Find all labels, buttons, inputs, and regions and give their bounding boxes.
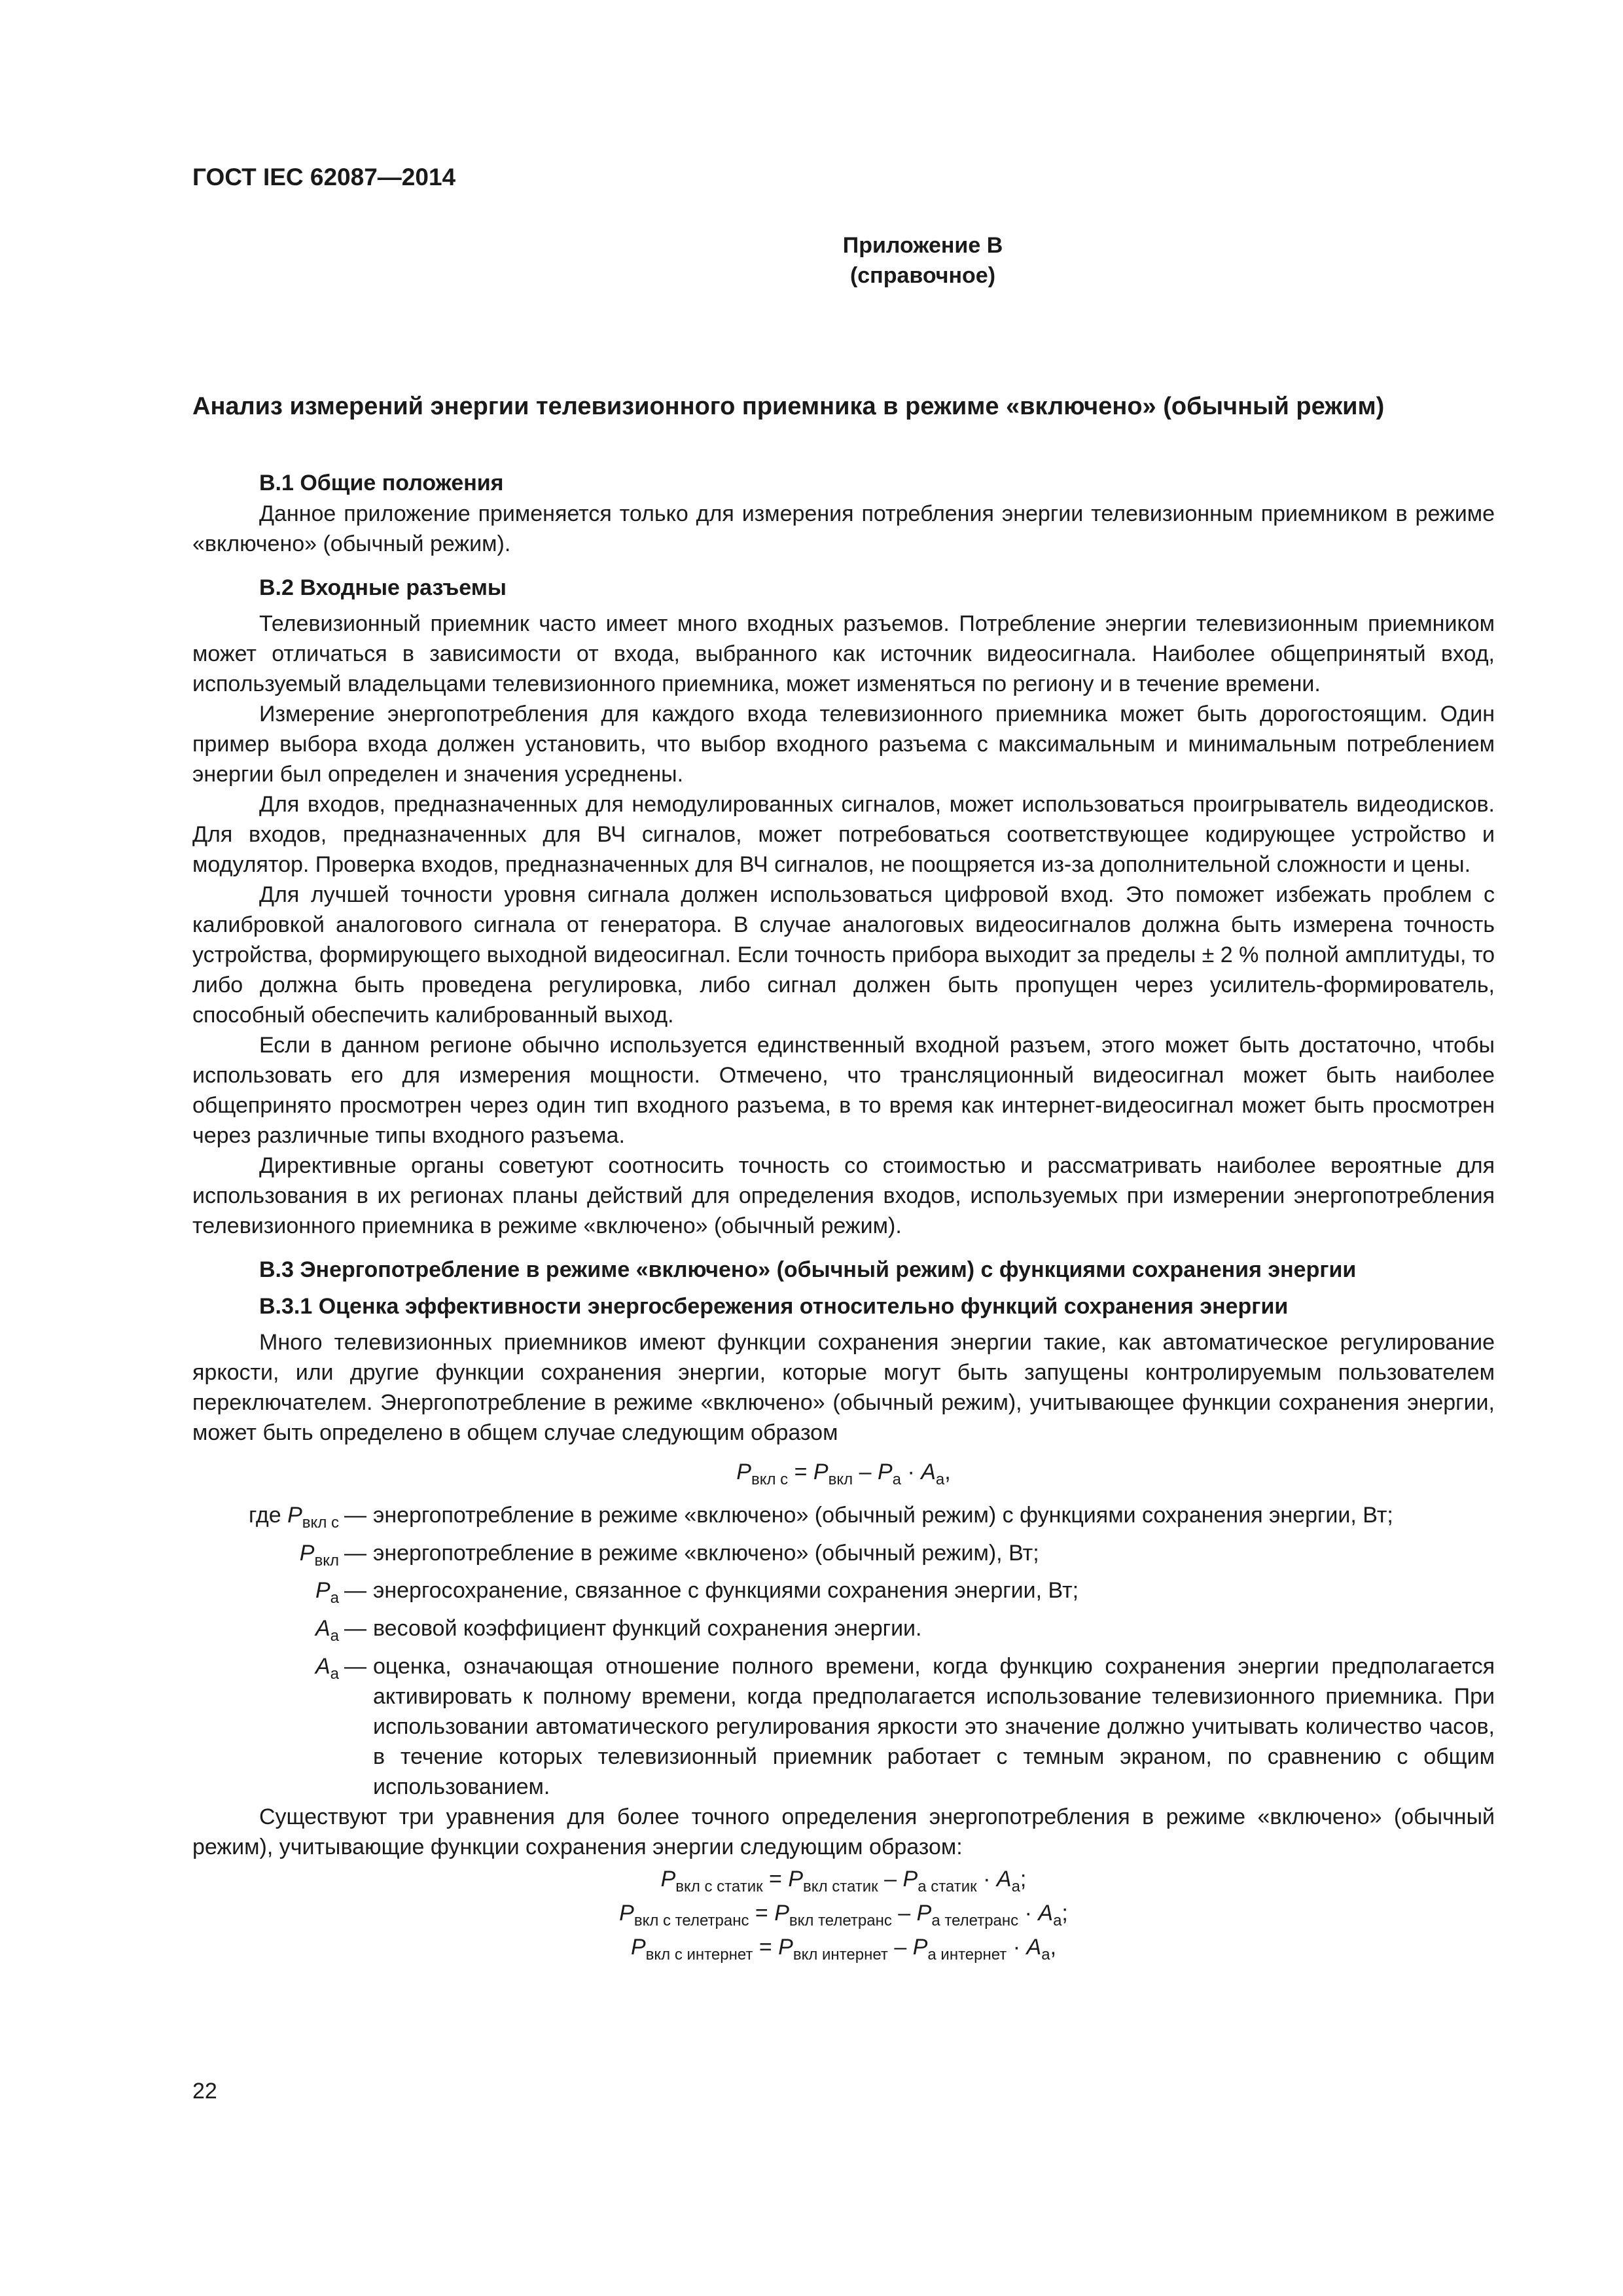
paragraph: Для входов, предназначенных для немодулированных сигналов, может использоваться проигрыватель видеодисков. Для входов, предназначенных для ВЧ сигналов, может потребоваться соответствующее кодирующее устройство и модулятор. Проверка входов, предназначенных для ВЧ сигналов, не поощряется из-за дополнительной сложности и цены. <box>192 792 1495 877</box>
formula-set <box>192 1866 1495 1967</box>
annex-heading <box>0 230 1623 291</box>
paragraph: Много телевизионных приемников имеют функции сохранения энергии такие, как автоматическое регулирование яркости, или другие функции сохранения энергии, которые могут быть запущены контролируемым пользователем переключателем. Энергопотребление в режиме «включено» (обычный режим), учитывающее функции сохранения энергии, может быть определено в общем случае следующим образом <box>192 1330 1495 1445</box>
section-heading-b3: В.3 Энергопотребление в режиме «включено» (обычный режим) с функциями сохранения энергии <box>259 1257 1357 1282</box>
definition-item: $A_а$ — весовой коэффициент функций сохранения энергии. <box>315 1616 922 1645</box>
definition-item: где $P_{вкл с}$ — энергопотребление в режиме «включено» (обычный режим) с функциями сохранения энергии, Вт; <box>249 1502 1393 1532</box>
formula-internet: $P_{вкл с интернет} = P_{вкл интернет} - P_{а интернет} \cdot A_а$, <box>630 1934 1057 1964</box>
paragraph: Для лучшей точности уровня сигнала должен использоваться цифровой вход. Это поможет избежать проблем с калибровкой аналогового сигнала от генератора. В случае аналоговых видеосигналов должна быть измерена точность устройства, формирующего выходной видеосигнал. Если точность прибора выходит за пределы ± 2 % полной амплитуды, то либо должна быть проведена регулировка, либо сигнал должен быть пропущен через усилитель-формирователь, способный обеспечить калиброванный выход. <box>192 882 1495 1028</box>
document-body <box>192 467 1495 1967</box>
formula-static: $P_{вкл с статик} = P_{вкл статик} - P_{а статик} \cdot A_а$; <box>660 1866 1027 1895</box>
section-heading-b31: В.3.1 Оценка эффективности энергосбережения относительно функций сохранения энергии <box>259 1294 1289 1319</box>
paragraph: Телевизионный приемник часто имеет много входных разъемов. Потребление энергии телевизионным приемником может отличаться в зависимости от входа, выбранного как источник видеосигнала. Наиболее общепринятый вход, используемый владельцами телевизионного приемника, может изменяться по региону и в течение времени. <box>192 611 1495 696</box>
annex-kind: (справочное) <box>849 263 996 288</box>
definition-item: $P_{вкл}$ — энергопотребление в режиме «включено» (обычный режим), Вт; <box>299 1540 1039 1570</box>
section-heading-b1: В.1 Общие положения <box>259 471 504 495</box>
paragraph: Директивные органы советуют соотносить точность со стоимостью и рассматривать наиболее вероятные для использования в их регионах планы действий для определения входов, используемых при измерении энергопотребления телевизионного приемника в режиме «включено» (обычный режим). <box>192 1153 1495 1238</box>
section-heading-b2: В.2 Входные разъемы <box>259 575 507 600</box>
definition-item: $A_а$ — оценка, означающая отношение полного времени, когда функцию сохранения энергии предполагается активировать к полному времени, когда предполагается использование телевизионного приемника. При использовании автоматического регулирования яркости это значение должно учитывать количество часов, в течение которых телевизионный приемник работает с темным экраном, по сравнению с общим использованием. <box>315 1653 1495 1799</box>
formula-main: $P_{вкл с} = P_{вкл} - P_а \cdot A_а$, <box>736 1460 951 1488</box>
annex-title: Анализ измерений энергии телевизионного приемника в режиме «включено» (обычный режим) <box>192 393 1385 420</box>
formula-teletrans: $P_{вкл с телетранс} = P_{вкл телетранс} - P_{а телетранс} \cdot A_а$; <box>619 1900 1068 1929</box>
page-number: 22 <box>192 2079 217 2104</box>
definition-item: $P_а$ — энергосохранение, связанное с функциями сохранения энергии, Вт; <box>315 1578 1079 1607</box>
paragraph: Данное приложение применяется только для измерения потребления энергии телевизионным приемником в режиме «включено» (обычный режим). <box>192 501 1495 556</box>
document-id: ГОСТ IEC 62087—2014 <box>192 164 456 190</box>
paragraph: Существуют три уравнения для более точного определения энергопотребления в режиме «включено» (обычный режим), учитывающие функции сохранения энергии следующим образом: <box>192 1804 1495 1859</box>
annex-label: Приложение В <box>842 233 1003 258</box>
paragraph: Измерение энергопотребления для каждого входа телевизионного приемника может быть дорогостоящим. Один пример выбора входа должен установить, что выбор входного разъема с максимальным и минимальным потреблением энергии был определен и значения усреднены. <box>192 702 1495 787</box>
paragraph: Если в данном регионе обычно используется единственный входной разъем, этого может быть достаточно, чтобы использовать его для измерения мощности. Отмечено, что трансляционный видеосигнал может быть наиболее общепринято просмотрен через один тип входного разъема, в то время как интернет-видеосигнал может быть просмотрен через различные типы входного разъема. <box>192 1033 1495 1148</box>
definitions-list <box>192 1500 1495 1802</box>
